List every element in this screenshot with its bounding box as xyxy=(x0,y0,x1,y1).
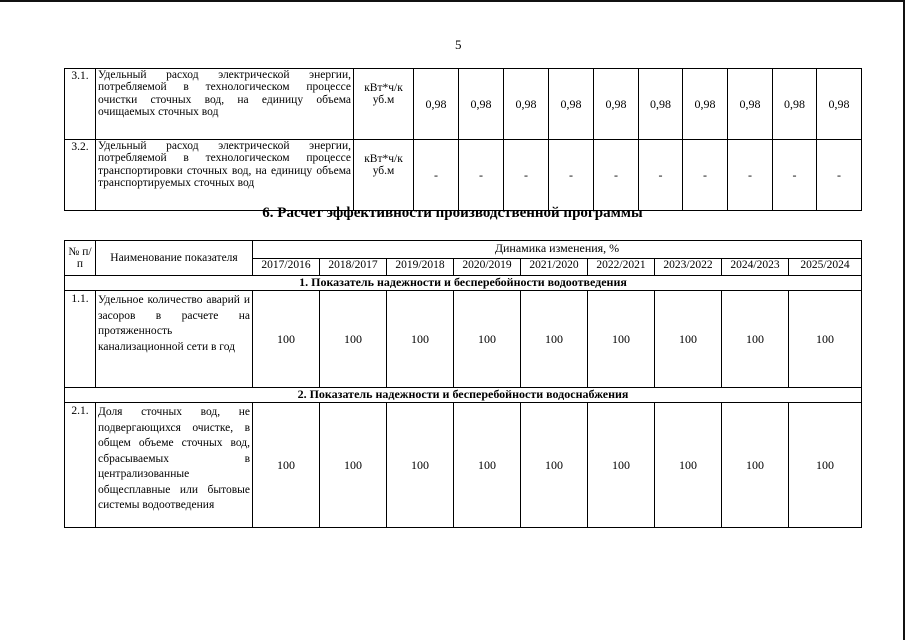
column-header-year: 2019/2018 xyxy=(387,259,454,276)
value-cell: 0,98 xyxy=(594,69,639,140)
value-cell: 100 xyxy=(588,403,655,528)
value-cell: 100 xyxy=(454,291,521,388)
table-row xyxy=(65,140,862,211)
value-cell: - xyxy=(773,140,817,211)
value-cell: - xyxy=(817,140,862,211)
indicator-name: Удельный расход электрической энергии, потребляемой в технологическом процессе транспортировки сточных вод, на единицу объема транспортируемых сточных вод xyxy=(96,140,354,211)
scan-border-top xyxy=(0,0,905,2)
value-cell: 0,98 xyxy=(683,69,728,140)
indicator-name: Удельное количество аварий и засоров в расчете на протяженность канализационной сети в год xyxy=(96,291,253,388)
column-header-year: 2020/2019 xyxy=(454,259,521,276)
value-cell: 0,98 xyxy=(728,69,773,140)
section-row xyxy=(65,388,862,403)
value-cell: - xyxy=(728,140,773,211)
table-row xyxy=(65,291,862,388)
value-cell: 100 xyxy=(789,291,862,388)
table-header-row xyxy=(65,241,862,259)
unit-cell: кВт*ч/к уб.м xyxy=(354,69,414,140)
section-title: 2. Показатель надежности и бесперебойности водоснабжения xyxy=(65,388,862,403)
value-cell: - xyxy=(683,140,728,211)
value-cell: 100 xyxy=(722,291,789,388)
column-header-year: 2025/2024 xyxy=(789,259,862,276)
value-cell: 100 xyxy=(722,403,789,528)
value-cell: 100 xyxy=(387,291,454,388)
column-header-number: № п/п xyxy=(65,241,96,276)
column-header-year: 2021/2020 xyxy=(521,259,588,276)
column-header-year: 2023/2022 xyxy=(655,259,722,276)
row-number: 1.1. xyxy=(65,291,96,388)
value-cell: - xyxy=(639,140,683,211)
section-row xyxy=(65,276,862,291)
table-row xyxy=(65,69,862,140)
value-cell: 0,98 xyxy=(504,69,549,140)
section-heading: 6. Расчет эффективности производственной программы xyxy=(262,205,643,221)
efficiency-table xyxy=(64,240,862,528)
table-row xyxy=(65,403,862,528)
value-cell: 0,98 xyxy=(414,69,459,140)
value-cell: - xyxy=(594,140,639,211)
column-header-dynamics: Динамика изменения, % xyxy=(253,241,862,259)
value-cell: 100 xyxy=(320,291,387,388)
value-cell: 0,98 xyxy=(639,69,683,140)
row-number: 3.2. xyxy=(65,140,96,211)
column-header-year: 2018/2017 xyxy=(320,259,387,276)
value-cell: 0,98 xyxy=(817,69,862,140)
value-cell: 100 xyxy=(521,291,588,388)
row-number: 2.1. xyxy=(65,403,96,528)
value-cell: - xyxy=(504,140,549,211)
energy-consumption-table xyxy=(64,68,862,211)
value-cell: 100 xyxy=(655,403,722,528)
value-cell: - xyxy=(414,140,459,211)
value-cell: 100 xyxy=(253,291,320,388)
value-cell: 100 xyxy=(588,291,655,388)
value-cell: 100 xyxy=(521,403,588,528)
value-cell: 100 xyxy=(655,291,722,388)
page-number: 5 xyxy=(455,37,462,52)
section-title: 1. Показатель надежности и бесперебойности водоотведения xyxy=(65,276,862,291)
indicator-name: Доля сточных вод, не подвергающихся очистке, в общем объеме сточных вод, сбрасываемых в централизованные общесплавные или бытовые системы водоотведения xyxy=(96,403,253,528)
column-header-name: Наименование показателя xyxy=(96,241,253,276)
value-cell: 100 xyxy=(253,403,320,528)
unit-cell: кВт*ч/к уб.м xyxy=(354,140,414,211)
value-cell: - xyxy=(459,140,504,211)
indicator-name: Удельный расход электрической энергии, потребляемой в технологическом процессе очистки сточных вод, на единицу объема очищаемых сточных вод xyxy=(96,69,354,140)
value-cell: 0,98 xyxy=(459,69,504,140)
value-cell: 100 xyxy=(789,403,862,528)
value-cell: 100 xyxy=(454,403,521,528)
value-cell: 0,98 xyxy=(549,69,594,140)
row-number: 3.1. xyxy=(65,69,96,140)
column-header-year: 2024/2023 xyxy=(722,259,789,276)
value-cell: 100 xyxy=(387,403,454,528)
value-cell: 100 xyxy=(320,403,387,528)
value-cell: - xyxy=(549,140,594,211)
value-cell: 0,98 xyxy=(773,69,817,140)
column-header-year: 2022/2021 xyxy=(588,259,655,276)
column-header-year: 2017/2016 xyxy=(253,259,320,276)
